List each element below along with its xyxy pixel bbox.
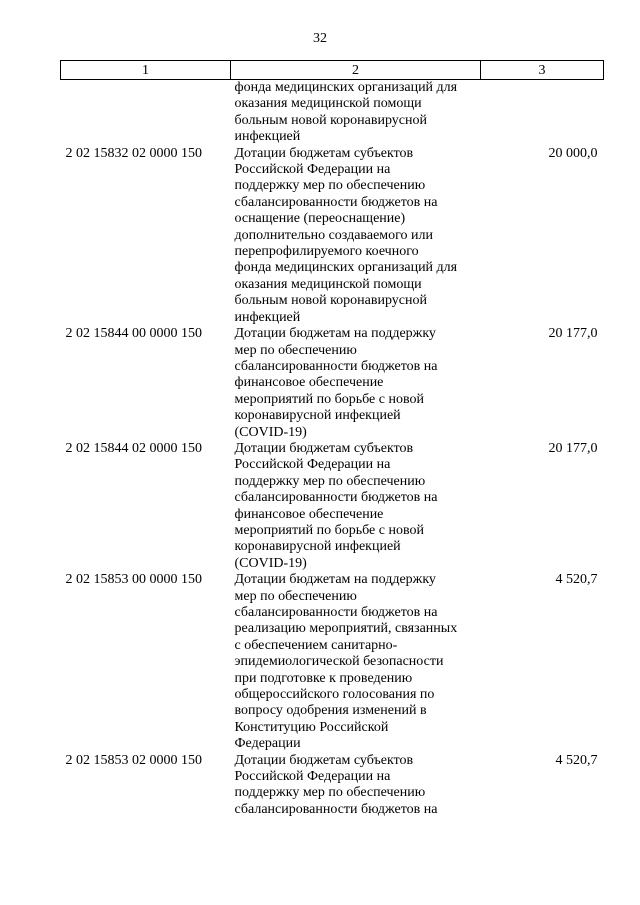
description-line: инфекцией [234, 309, 301, 325]
column-header-1: 1 [61, 61, 231, 80]
column-header-3: 3 [481, 61, 604, 80]
description-line: Российской Федерации на [234, 162, 391, 178]
description-line: сбалансированности бюджетов на [234, 605, 438, 620]
description-line: мер по обеспечению [234, 342, 357, 358]
table-row [61, 326, 604, 441]
budget-code: 2 02 15844 02 0000 150 [65, 440, 202, 456]
description-line: эпидемиологической безопасности [234, 654, 444, 670]
table-body [61, 80, 604, 819]
description-line: Российской Федерации на [234, 769, 391, 785]
description-line: сбалансированности бюджетов на [234, 194, 438, 210]
income-description [231, 572, 481, 752]
description-line: с обеспечением санитарно- [234, 637, 398, 653]
column-header-2: 2 [231, 61, 481, 80]
amount-value: 20 000,0 [548, 145, 598, 161]
description-line: Конституцию Российской [234, 719, 389, 735]
income-description [231, 146, 481, 326]
description-line: сбалансированности бюджетов на [234, 358, 438, 374]
amount-value: 20 177,0 [548, 440, 598, 456]
income-description [231, 441, 481, 572]
description-line: дополнительно создаваемого или [234, 227, 434, 243]
income-description [231, 753, 481, 819]
table-row [61, 753, 604, 819]
amount-value: 20 177,0 [548, 326, 598, 342]
amount-value: 4 520,7 [555, 752, 598, 768]
description-line: поддержку мер по обеспечению [234, 785, 426, 801]
budget-code: 2 02 15853 02 0000 150 [65, 752, 202, 768]
table-row [61, 441, 604, 572]
description-line: Дотации бюджетам субъектов [234, 752, 414, 768]
amount-value: 4 520,7 [555, 572, 598, 588]
description-line: оснащение (переоснащение) [234, 211, 406, 227]
description-line: мероприятий по борьбе с новой [234, 522, 424, 538]
description-line: Дотации бюджетам субъектов [234, 145, 414, 161]
budget-code: 2 02 15832 02 0000 150 [65, 145, 202, 161]
description-line: финансовое обеспечение [234, 375, 384, 391]
description-line: фонда медицинских организаций для [234, 260, 458, 276]
description-line: коронавирусной инфекцией [234, 408, 401, 424]
income-description [231, 326, 481, 441]
income-description [231, 80, 481, 146]
description-line: мероприятий по борьбе с новой [234, 391, 424, 407]
description-line: (COVID-19) [234, 555, 307, 571]
amount-value [481, 80, 604, 146]
description-line: больным новой коронавирусной [234, 293, 427, 309]
description-line: оказания медицинской помощи [234, 96, 422, 112]
description-line: (COVID-19) [234, 424, 307, 440]
description-line: перепрофилируемого коечного [234, 244, 419, 260]
description-line: оказания медицинской помощи [234, 276, 422, 292]
description-line: сбалансированности бюджетов на [234, 801, 438, 817]
description-line: поддержку мер по обеспечению [234, 473, 426, 489]
budget-table [60, 60, 604, 818]
description-line: Дотации бюджетам на поддержку [234, 572, 436, 588]
description-line: Дотации бюджетам субъектов [234, 440, 414, 456]
description-line: сбалансированности бюджетов на [234, 490, 438, 506]
description-line: Дотации бюджетам на поддержку [234, 326, 436, 342]
table-row [61, 80, 604, 146]
description-line: вопросу одобрения изменений в [234, 703, 427, 719]
table-header-row [61, 61, 604, 80]
budget-code: 2 02 15844 00 0000 150 [65, 326, 202, 342]
description-line: поддержку мер по обеспечению [234, 178, 426, 194]
description-line: Российской Федерации на [234, 457, 391, 473]
description-line: фонда медицинских организаций для [234, 80, 458, 95]
page-number: 32 [313, 31, 327, 46]
description-line: при подготовке к проведению [234, 670, 413, 686]
description-line: Федерации [234, 736, 301, 752]
budget-code [61, 80, 231, 146]
description-line: общероссийского голосования по [234, 687, 435, 703]
table-row [61, 572, 604, 752]
table-row [61, 146, 604, 326]
description-line: мер по обеспечению [234, 588, 357, 604]
description-line: коронавирусной инфекцией [234, 539, 401, 555]
description-line: финансовое обеспечение [234, 506, 384, 522]
budget-code: 2 02 15853 00 0000 150 [65, 572, 202, 588]
description-line: инфекцией [234, 129, 301, 145]
description-line: больным новой коронавирусной [234, 112, 427, 128]
description-line: реализацию мероприятий, связанных [234, 621, 458, 637]
